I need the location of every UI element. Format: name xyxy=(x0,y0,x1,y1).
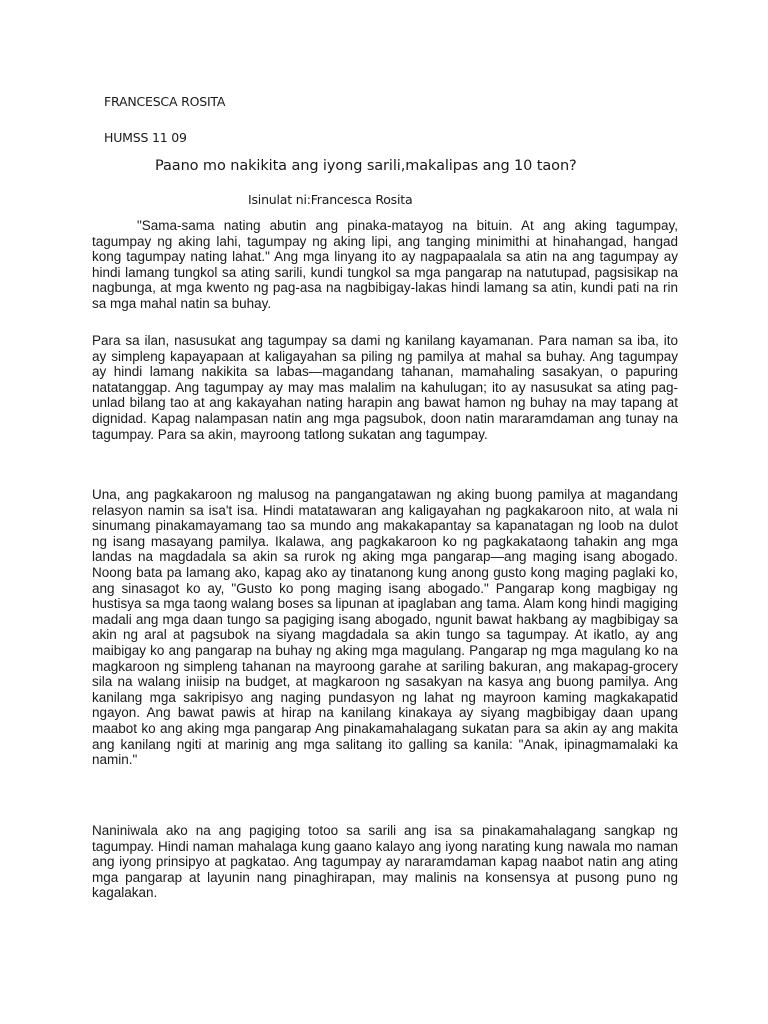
class-section: HUMSS 11 09 xyxy=(104,130,187,145)
paragraph-conclusion: Naniniwala ako na ang pagiging totoo sa sarili ang isa sa pinakamahalagang sangkap ng tagumpay. Hindi naman mahalaga kung gaano kalayo ang iyong narating kung nawala mo naman ang iyong prinsipyo at pagkatao. Ang tagumpay ay nararamdaman kapag naabot natin ang ating mga pangarap at layunin nang pinaghirapan, may malinis na konsensya at pusong puno ng kagalakan. xyxy=(92,823,678,901)
essay-byline: Isinulat ni:Francesca Rosita xyxy=(248,192,413,207)
essay-title: Paano mo nakikita ang iyong sarili,makalipas ang 10 taon? xyxy=(155,158,577,174)
author-name: FRANCESCA ROSITA xyxy=(104,94,226,109)
paragraph-intro: "Sama-sama nating abutin ang pinaka-matayog na bituin. At ang aking tagumpay, tagumpay ng aking lahi, tagumpay ng aking lipi, ang tanging minimithi at hinahangad, hangad kong tagumpay nating lahat." Ang mga linyang ito ay nagpapaalala sa atin na ang tagumpay ay hindi lamang tungkol sa ating sarili, kundi tungkol sa mga pangarap na natutupad, pagsisikap na nagbunga, at mga kwento ng pag-asa na nagbibigay-lakas hindi lamang sa atin, kundi pati na rin sa mga mahal natin sa buhay. xyxy=(92,218,678,311)
paragraph-three-measures: Una, ang pagkakaroon ng malusog na pangangatawan ng aking buong pamilya at magandang relasyon namin sa isa't isa. Hindi matatawaran ang kaligayahan ng pagkakaroon nito, at wala ni sinumang pinakamayamang tao sa mundo ang makakapantay sa kapanatagan ng loob na dulot ng isang masayang pamilya. Ikalawa, ang pagkakaroon ko ng pagkakataong tahakin ang mga landas na magdadala sa akin sa rurok ng aking mga pangarap—ang maging isang abogado. Noong bata pa lamang ako, kapag ako ay tinatanong kung anong gusto kong maging paglaki ko, ang sinasagot ko ay, "Gusto ko pong maging isang abogado." Pangarap kong magbigay ng hustisya sa mga taong walang boses sa lipunan at ipaglaban ang tama. Alam kong hindi magiging madali ang mga daan tungo sa pagiging isang abogado, ngunit bawat hakbang ay magbibigay sa akin ng aral at pagsubok na siyang magdadala sa akin tungo sa tagumpay. At ikatlo, ay ang maibigay ko ang pangarap na buhay ng aking mga magulang. Pangarap ng mga magulang ko na magkaroon ng simpleng tahanan na mayroong garahe at sariling bakuran, ang makapag-grocery sila na walang iniisip na budget, at magkaroon ng sasakyan na kasya ang buong pamilya. Ang kanilang mga sakripisyo ang naging pundasyon ng lahat ng mayroon kaming magkakapatid ngayon. Ang bawat pawis at hirap na kanilang kinakaya ay siyang magbibigay daan upang maabot ko ang aking mga pangarap Ang pinakamahalagang sukatan para sa akin ay ang makita ang kanilang ngiti at marinig ang mga salitang ito galling sa kanila: "Anak, ipinagmamalaki ka namin." xyxy=(92,487,678,768)
paragraph-definition: Para sa ilan, nasusukat ang tagumpay sa dami ng kanilang kayamanan. Para naman sa iba, ito ay simpleng kapayapaan at kaligayahan sa piling ng pamilya at mahal sa buhay. Ang tagumpay ay hindi lamang nakikita sa labas—magandang tahanan, mamahaling sasakyan, o papuring natatanggap. Ang tagumpay ay may mas malalim na kahulugan; ito ay nasusukat sa ating pag-unlad bilang tao at ang kakayahan nating harapin ang bawat hamon ng buhay na may tapang at dignidad. Kapag nalampasan natin ang mga pagsubok, doon natin mararamdaman ang tunay na tagumpay. Para sa akin, mayroong tatlong sukatan ang tagumpay. xyxy=(92,333,678,442)
